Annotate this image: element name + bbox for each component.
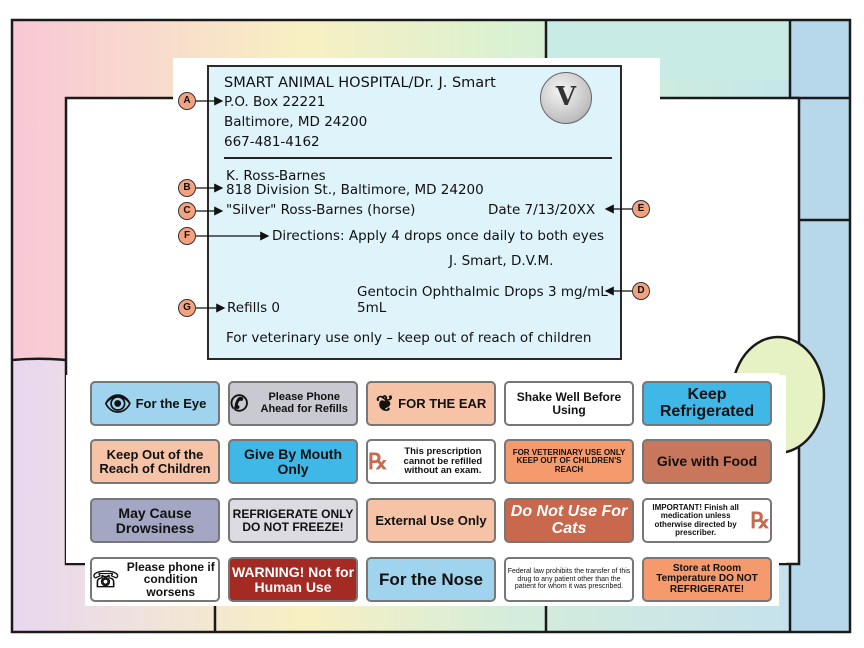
label-no-refill-without-exam: ℞ This prescription cannot be refilled without an exam. [366, 439, 496, 484]
callout-b: B [178, 179, 196, 197]
refills: Refills 0 [227, 300, 280, 316]
clinic-phone: 667-481-4162 [224, 134, 320, 150]
label-may-cause-drowsiness: May Cause Drowsiness [90, 498, 220, 543]
label-give-by-mouth: Give By Mouth Only [228, 439, 358, 484]
rx-icon: ℞ [368, 448, 388, 474]
label-phone-ahead: ✆ Please Phone Ahead for Refills [228, 381, 358, 426]
label-phone-if-worsens: ☏ Please phone if condition worsens [90, 557, 220, 602]
vet-signature: J. Smart, D.V.M. [449, 253, 554, 269]
drug-name: Gentocin Ophthalmic Drops 3 mg/mL [357, 284, 608, 300]
clinic-address-line1: P.O. Box 22221 [224, 94, 326, 110]
label-for-the-nose: For the Nose [366, 557, 496, 602]
label-give-with-food: Give with Food [642, 439, 772, 484]
label-for-the-eye: 👁 For the Eye [90, 381, 220, 426]
clinic-name: SMART ANIMAL HOSPITAL/Dr. J. Smart [224, 75, 496, 91]
label-for-the-ear: ❦ FOR THE EAR [366, 381, 496, 426]
phone-icon: ✆ [230, 390, 249, 416]
auxiliary-labels-panel [85, 373, 779, 606]
label-federal-law-transfer: Federal law prohibits the transfer of this drug to any patient other than the patient for whom it was prescribed. [504, 557, 634, 602]
callout-c: C [178, 202, 196, 220]
label-warning-not-for-human-use: WARNING! Not for Human Use [228, 557, 358, 602]
label-external-use-only: External Use Only [366, 498, 496, 543]
rx-icon: ℞ [750, 507, 770, 533]
client-address: 818 Division St., Baltimore, MD 24200 [226, 182, 484, 198]
client-name: K. Ross-Barnes [226, 168, 326, 184]
label-do-not-use-for-cats: Do Not Use For Cats [504, 498, 634, 543]
phone-icon: ☏ [92, 566, 120, 592]
label-veterinary-use-only: FOR VETERINARY USE ONLY KEEP OUT OF CHILDREN'S REACH [504, 439, 634, 484]
ear-icon: ❦ [375, 390, 395, 416]
clinic-address-line2: Baltimore, MD 24200 [224, 114, 368, 130]
vet-caduceus-logo: V [540, 72, 592, 124]
eye-icon: 👁 [103, 390, 132, 416]
veterinary-use-footer: For veterinary use only – keep out of reach of children [226, 330, 592, 346]
patient-name: "Silver" Ross-Barnes (horse) [226, 202, 416, 218]
label-keep-out-of-reach: Keep Out of the Reach of Children [90, 439, 220, 484]
label-refrigerate-do-not-freeze: REFRIGERATE ONLY DO NOT FREEZE! [228, 498, 358, 543]
label-keep-refrigerated: Keep Refrigerated [642, 381, 772, 426]
callout-e: E [632, 200, 650, 218]
callout-g: G [178, 299, 196, 317]
directions: Directions: Apply 4 drops once daily to both eyes [272, 228, 605, 244]
label-shake-well: Shake Well Before Using [504, 381, 634, 426]
prescription-date: Date 7/13/20XX [488, 202, 596, 218]
label-store-room-temperature: Store at Room Temperature DO NOT REFRIGERATE! [642, 557, 772, 602]
label-finish-all-medication: IMPORTANT! Finish all medication unless otherwise directed by prescriber. ℞ [642, 498, 772, 543]
drug-quantity: 5mL [357, 300, 387, 316]
callout-d: D [632, 282, 650, 300]
callout-f: F [178, 227, 196, 245]
callout-a: A [178, 92, 196, 110]
